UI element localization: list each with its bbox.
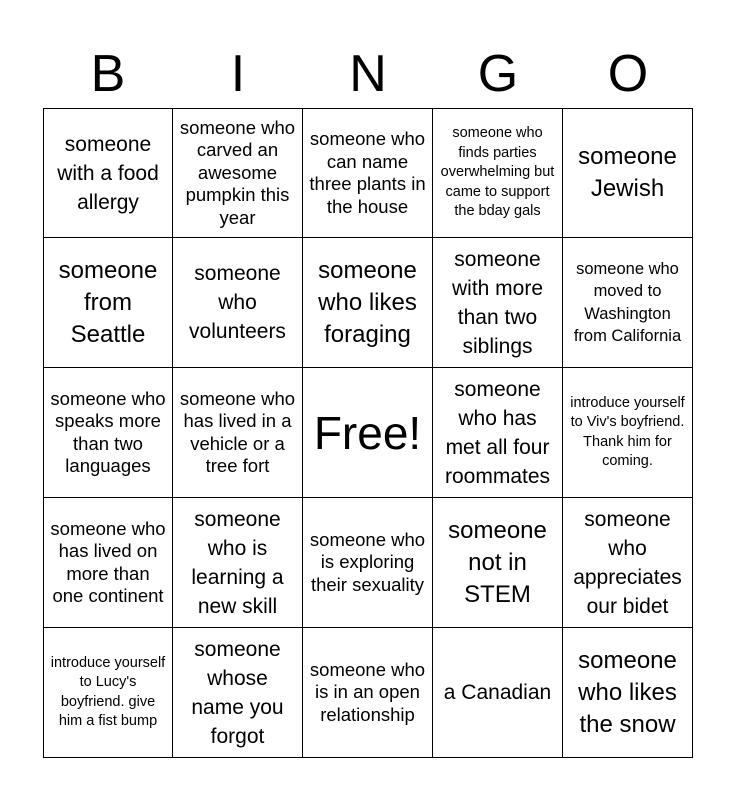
cell-text: someone who finds parties overwhelming but came to support the bday gals	[440, 125, 555, 220]
bingo-cell[interactable]	[173, 238, 303, 368]
cell-text: someone who appreciates our bidet	[573, 507, 682, 618]
cell-text: someone with more than two siblings	[451, 247, 544, 358]
header-letter-b: B	[90, 45, 126, 103]
cell-text: a Canadian	[443, 681, 552, 704]
bingo-grid	[43, 108, 693, 758]
cell-text: someone who carved an awesome pumpkin this year	[179, 116, 296, 228]
cell-text: someone Jewish	[578, 143, 677, 202]
cell-text: someone who speaks more than two languages	[50, 387, 166, 476]
header-letter-g: G	[477, 45, 519, 103]
bingo-cell[interactable]	[563, 108, 693, 238]
header-letter-i: I	[230, 45, 246, 103]
bingo-cell[interactable]	[43, 108, 173, 238]
bingo-cell[interactable]	[563, 238, 693, 368]
cell-text: someone who has lived on more than one continent	[50, 517, 166, 606]
free-space-text: Free!	[313, 406, 422, 459]
bingo-cell[interactable]	[43, 628, 173, 758]
cell-text: someone who moved to Washington from California	[573, 259, 682, 345]
bingo-cell[interactable]	[173, 498, 303, 628]
cell-text: someone who likes foraging	[318, 256, 417, 348]
bingo-cell[interactable]	[433, 108, 563, 238]
bingo-cell[interactable]	[563, 368, 693, 498]
bingo-cell[interactable]	[433, 238, 563, 368]
cell-text: someone who has met all four roommates	[444, 377, 551, 488]
header-letter-o: O	[607, 45, 649, 103]
cell-text: someone who has lived in a vehicle or a tree fort	[179, 387, 296, 476]
cell-text: someone who is learning a new skill	[191, 507, 284, 618]
bingo-cell[interactable]	[563, 628, 693, 758]
bingo-cell[interactable]	[303, 238, 433, 368]
bingo-cell[interactable]	[43, 238, 173, 368]
bingo-cell[interactable]	[433, 628, 563, 758]
cell-text: someone with a food allergy	[57, 132, 159, 214]
cell-text: someone not in STEM	[448, 516, 547, 608]
bingo-cell[interactable]	[433, 498, 563, 628]
bingo-header	[43, 40, 693, 108]
bingo-cell[interactable]	[563, 498, 693, 628]
bingo-cell[interactable]	[433, 368, 563, 498]
cell-text: someone who volunteers	[189, 262, 286, 343]
cell-text: introduce yourself to Viv's boyfriend. Thank him for coming.	[570, 394, 685, 469]
bingo-cell[interactable]	[173, 628, 303, 758]
cell-text: someone whose name you forgot	[191, 637, 284, 748]
cell-text: introduce yourself to Lucy's boyfriend. give him a fist bump	[50, 654, 166, 729]
bingo-cell[interactable]	[303, 628, 433, 758]
bingo-cell[interactable]	[303, 498, 433, 628]
cell-text: someone who is in an open relationship	[309, 658, 426, 725]
cell-text: someone who likes the snow	[578, 646, 677, 738]
cell-text: someone who can name three plants in the house	[309, 128, 426, 217]
bingo-cell[interactable]	[173, 108, 303, 238]
header-letter-n: N	[349, 45, 387, 103]
bingo-cell[interactable]	[43, 498, 173, 628]
cell-text: someone who is exploring their sexuality	[309, 528, 426, 595]
bingo-cell[interactable]	[43, 368, 173, 498]
bingo-cell[interactable]	[173, 368, 303, 498]
bingo-cell[interactable]	[303, 108, 433, 238]
free-space[interactable]	[303, 368, 433, 498]
cell-text: someone from Seattle	[58, 256, 158, 348]
